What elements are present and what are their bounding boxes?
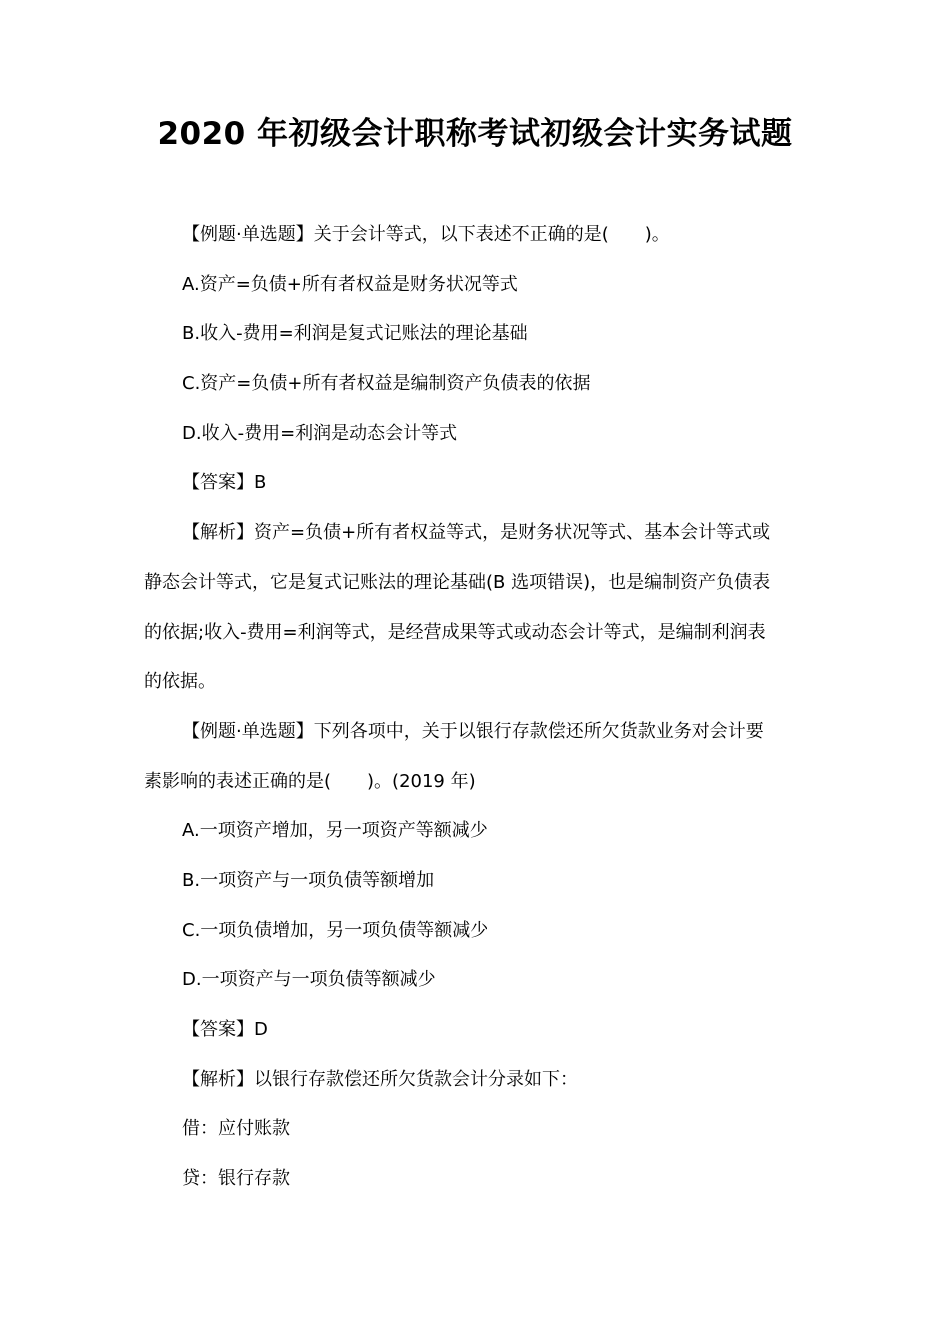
text-line: C.一项负债增加，另一项负债等额减少 bbox=[182, 919, 489, 941]
text-line: 素影响的表述正确的是( )。(2019 年) bbox=[144, 770, 476, 792]
text-line: 【例题·单选题】下列各项中，关于以银行存款偿还所欠货款业务对会计要 bbox=[182, 720, 764, 742]
text-line: 【答案】B bbox=[182, 472, 267, 494]
text-line: 【例题·单选题】关于会计等式，以下表述不正确的是( )。 bbox=[182, 224, 670, 245]
page-title: 2020 年初级会计职称考试初级会计实务试题 bbox=[157, 116, 793, 152]
text-line: 借：应付账款 bbox=[182, 1118, 290, 1140]
text-line: C.资产=负债+所有者权益是编制资产负债表的依据 bbox=[182, 373, 591, 395]
text-line: A.一项资产增加，另一项资产等额减少 bbox=[182, 820, 488, 842]
text-line: 静态会计等式，它是复式记账法的理论基础(B 选项错误)，也是编制资产负债表 bbox=[144, 571, 771, 593]
text-line: D.收入-费用=利润是动态会计等式 bbox=[182, 422, 458, 444]
text-line: B.收入-费用=利润是复式记账法的理论基础 bbox=[182, 323, 528, 345]
text-line: 贷：银行存款 bbox=[182, 1168, 290, 1190]
text-line: B.一项资产与一项负债等额增加 bbox=[182, 869, 435, 891]
text-line: 【解析】资产=负债+所有者权益等式，是财务状况等式、基本会计等式或 bbox=[182, 522, 771, 544]
document-body bbox=[144, 210, 809, 1204]
text-line: 的依据。 bbox=[144, 671, 216, 693]
text-line: 的依据;收入-费用=利润等式，是经营成果等式或动态会计等式，是编制利润表 bbox=[144, 621, 766, 643]
text-line: 【答案】D bbox=[182, 1019, 268, 1040]
text-line: 【解析】以银行存款偿还所欠货款会计分录如下： bbox=[182, 1068, 578, 1090]
text-line: A.资产=负债+所有者权益是财务状况等式 bbox=[182, 273, 518, 295]
text-line: D.一项资产与一项负债等额减少 bbox=[182, 969, 436, 991]
